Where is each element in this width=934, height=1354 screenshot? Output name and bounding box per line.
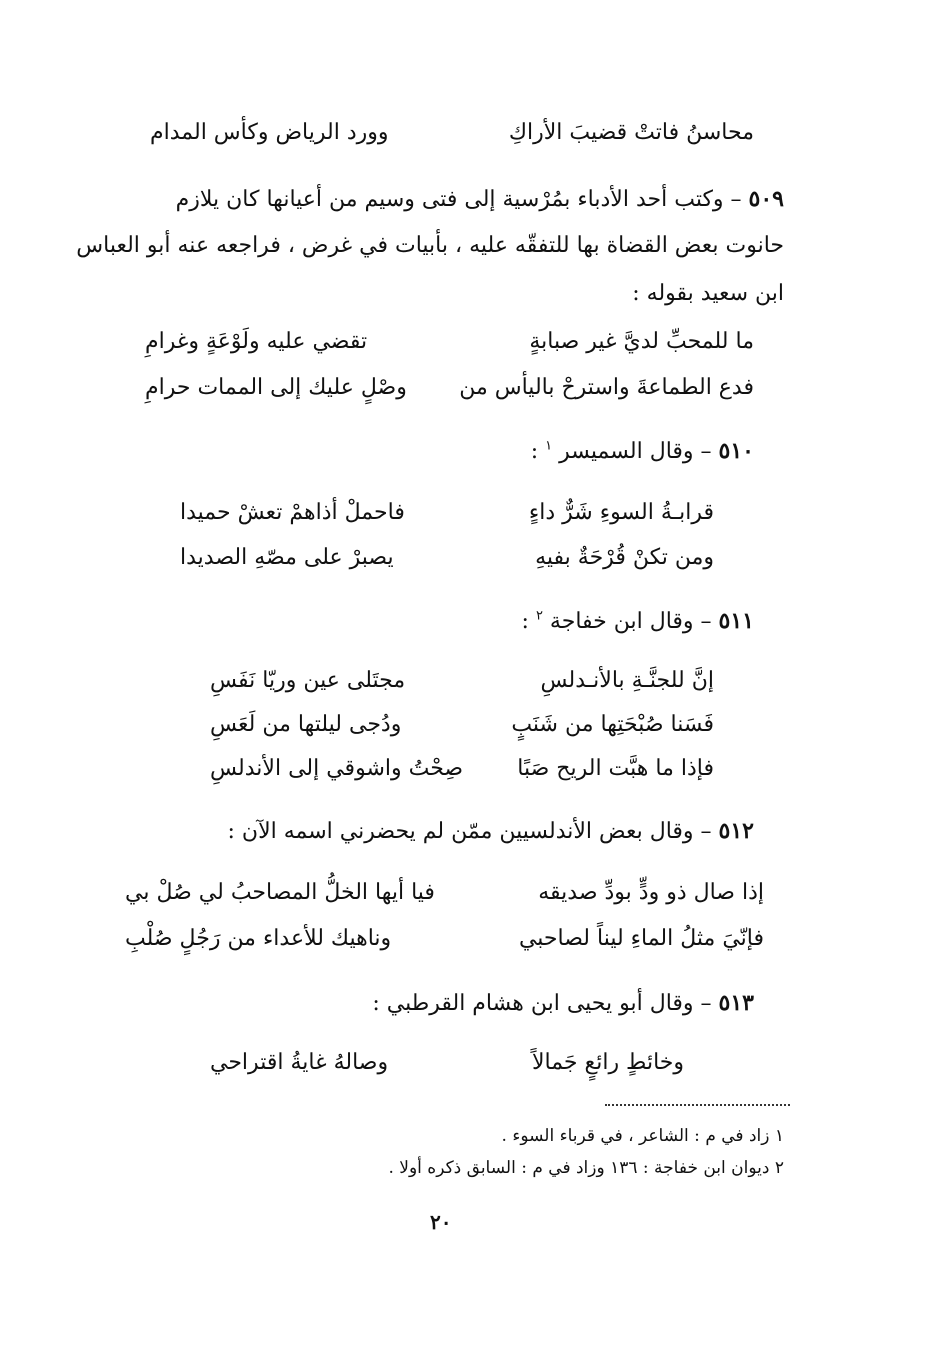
entry-513-heading	[372, 990, 754, 1016]
entry-number: ٥١٢	[718, 818, 754, 844]
footnote-2: ٢ ديوان ابن خفاجة : ١٣٦ وزاد في م : السابق ذكره أولا .	[388, 1158, 784, 1178]
page-number: ٢٠	[430, 1210, 452, 1234]
entry-509-line-1	[176, 186, 784, 212]
verse-511-3-left: صِحْتُ واشوقي إلى الأندلسِ	[210, 756, 464, 781]
verse-509-2-right: فدع الطماعةَ واسترحْ باليأس من	[459, 375, 754, 400]
verse-513-1-left: وصالهُ غايةُ اقتراحي	[210, 1050, 389, 1075]
entry-510-heading	[531, 438, 754, 464]
verse-513-1-right: وخائطٍ رائعٍ جَمالاً	[531, 1050, 684, 1075]
entry-number: ٥١٠	[718, 438, 754, 464]
entry-number: ٥١١	[718, 608, 754, 634]
verse-511-2-right: فَسَنا صُبْحَتِها من شَنَبٍ	[511, 712, 714, 737]
verse-511-1-right: إنَّ للجنَّـةِ بالأنـدلسِ	[540, 668, 714, 693]
verse-510-2-left: يصبرْ على مصّهِ الصديدا	[180, 545, 394, 570]
entry-text: – وكتب أحد الأدباء بمُرْسية إلى فتى وسيم من أعيانها كان يلازم	[175, 187, 742, 212]
entry-509-line-3: ابن سعيد بقوله :	[632, 281, 784, 306]
verse-511-1-left: مجتَلى عين وريّا نَفَسِ	[210, 668, 406, 693]
verse-509-2-left: وصْلٍ عليك إلى الممات حرامِ	[145, 375, 407, 400]
entry-511-heading	[522, 608, 754, 634]
entry-512-heading	[228, 818, 754, 844]
colon: :	[530, 439, 539, 464]
colon: :	[521, 609, 529, 634]
entry-heading: – وقال بعض الأندلسيين ممّن لم يحضرني اسمه الآن :	[227, 819, 712, 844]
verse-top-left: وورد الرياض وكأس المدام	[150, 120, 389, 145]
verse-509-1-right: ما للمحبِّ لديَّ غير صبابةٍ	[529, 329, 754, 354]
verse-510-2-right: ومن تكنْ قُرْحَةٌ بفيهِ	[535, 545, 714, 570]
verse-511-2-left: ودُجى ليلتها من لَعَسِ	[210, 712, 402, 737]
verse-511-3-right: فإذا ما هبَّت الريح صَبًا	[517, 756, 714, 781]
verse-510-1-right: قرابـةُ السوءِ شَرٌّ داءٍ	[528, 500, 714, 525]
entry-heading: – وقال السميسر	[559, 439, 712, 464]
entry-509-line-2: حانوت بعض القضاة بها للتفقّه عليه ، بأبيات في غرض ، فراجعه عنه أبو العباس	[76, 233, 784, 258]
verse-512-1-left: فيا أيها الخلُّ المصاحبُ لي صُلْ بي	[125, 880, 435, 905]
footnote-ref: ٢	[535, 608, 543, 624]
verse-512-2-left: وناهيك للأعداء من رَجُلٍ صُلْبِ	[125, 926, 392, 951]
entry-number: ٥١٣	[718, 990, 754, 1016]
footnote-ref: ١	[545, 438, 553, 454]
footnote-1: ١ زاد في م : الشاعر ، في قرباء السوء .	[501, 1126, 784, 1146]
entry-number: ٥٠٩	[748, 186, 784, 212]
entry-heading: – وقال أبو يحيى ابن هشام القرطبي :	[372, 991, 712, 1016]
verse-510-1-left: فاحملْ أذاهمْ تعشْ حميدا	[180, 500, 405, 525]
footnote-separator	[605, 1104, 790, 1106]
verse-509-1-left: تقضي عليه ولَوْعَةٍ وغرامِ	[145, 329, 368, 354]
entry-heading: – وقال ابن خفاجة	[549, 609, 712, 634]
verse-512-1-right: إذا صال ذو ودٍّ بودِّ صديقه	[538, 880, 764, 905]
verse-top-right: محاسنُ فاتتْ قضيبَ الأراكِ	[508, 120, 754, 145]
verse-512-2-right: فإنّيَ مثلُ الماءِ ليناً لصاحبي	[518, 926, 764, 951]
